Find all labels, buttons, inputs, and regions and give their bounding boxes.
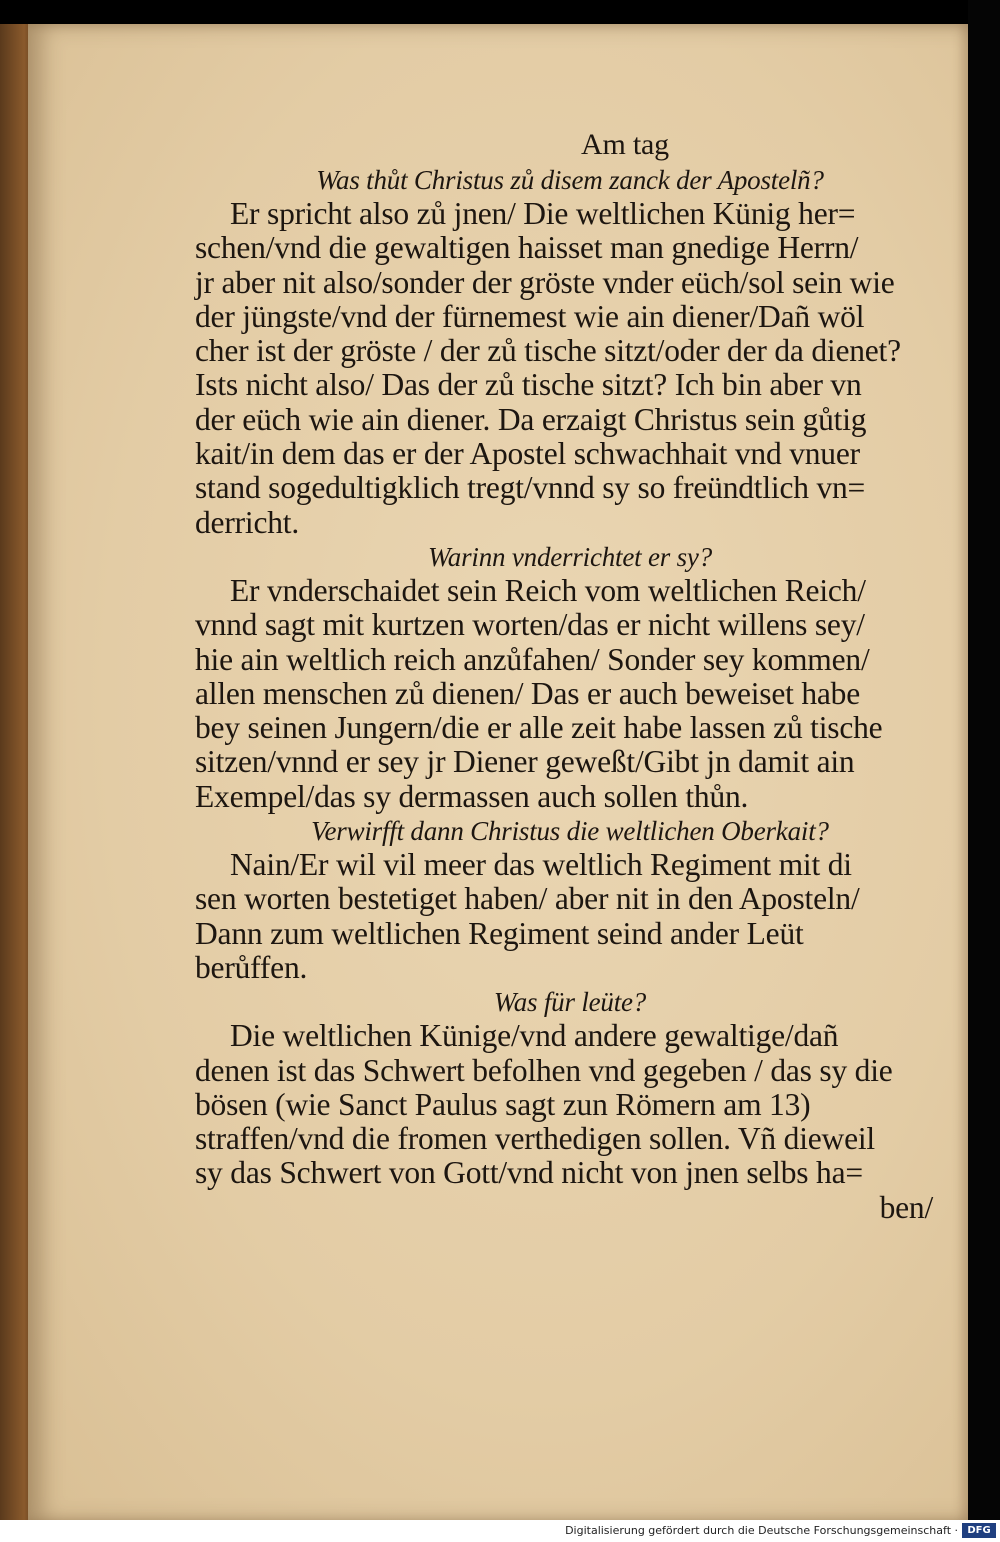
running-head: Am tag xyxy=(581,128,669,161)
text-line: derricht. xyxy=(195,504,300,540)
text-line: hie ain weltlich reich anzůfahen/ Sonder sey kommen/ xyxy=(195,641,870,677)
text-line: sy das Schwert von Gott/vnd nicht von jnen selbs ha= xyxy=(195,1155,863,1191)
text-line: cher ist der gröste / der zů tische sitzt/oder der da dienet? xyxy=(195,333,901,369)
text-line: Nain/Er wil vil meer das weltlich Regiment mit di xyxy=(230,847,852,883)
text-line: sitzen/vnnd er sey jr Diener geweßt/Gibt jn damit ain xyxy=(195,744,855,780)
question-2: Warinn vnderrichtet er sy? xyxy=(427,541,712,572)
paragraph-1 xyxy=(195,197,945,540)
paragraph-3 xyxy=(195,848,945,985)
text-line: berůffen. xyxy=(195,949,308,985)
text-line: kait/in dem das er der Apostel schwachhait vnd vnuer xyxy=(195,436,860,472)
catchword: ben/ xyxy=(879,1189,933,1225)
text-line: der jüngste/vnd der fürnemest wie ain diener/Dañ wöl xyxy=(195,298,865,334)
question-3: Verwirfft dann Christus die weltlichen Oberkait? xyxy=(311,816,829,847)
text-line: der eüch wie ain diener. Da erzaigt Christus sein gůtig xyxy=(195,401,867,437)
text-line: vnnd sagt mit kurtzen worten/das er nicht willens sey/ xyxy=(195,607,865,643)
text-line: Dann zum weltlichen Regiment seind ander Leüt xyxy=(195,915,804,951)
question-4: Was für leüte? xyxy=(493,987,647,1018)
text-line: Die weltlichen Künige/vnd andere gewaltige/dañ xyxy=(230,1018,839,1054)
text-line: bösen (wie Sanct Paulus sagt zun Römern am 13) xyxy=(195,1086,811,1122)
text-line: bey seinen Jungern/die er alle zeit habe lassen zů tische xyxy=(195,710,883,746)
text-line: straffen/vnd die fromen verthedigen sollen. Vñ dieweil xyxy=(195,1121,875,1157)
text-line: Ists nicht also/ Das der zů tische sitzt? Ich bin aber vn xyxy=(195,367,862,403)
text-line: jr aber nit also/sonder der gröste vnder eüch/sol sein wie xyxy=(195,264,895,300)
text-line: Exempel/das sy dermassen auch sollen thůn. xyxy=(195,778,749,814)
text-line: Er vnderschaidet sein Reich vom weltlichen Reich/ xyxy=(230,572,866,608)
text-line: schen/vnd die gewaltigen haisset man gnedige Herrn/ xyxy=(195,230,859,266)
scan-background-edge xyxy=(968,0,1000,1522)
funding-notice: Digitalisierung gefördert durch die Deutsche Forschungsgemeinschaft · xyxy=(565,1524,958,1537)
page-text xyxy=(195,126,945,1225)
text-line: denen ist das Schwert befolhen vnd gegeben / das sy die xyxy=(195,1052,893,1088)
question-1: Was thůt Christus zů disem zanck der Apostelñ? xyxy=(316,165,824,195)
text-line: sen worten bestetiget haben/ aber nit in den Aposteln/ xyxy=(195,881,860,917)
text-line: Er spricht also zů jnen/ Die weltlichen Künig her= xyxy=(230,196,856,231)
dfg-logo: DFG xyxy=(962,1523,996,1538)
paragraph-2 xyxy=(195,574,945,814)
paragraph-4 xyxy=(195,1019,945,1225)
text-line: stand sogedultigklich tregt/vnnd sy so freündtlich vn= xyxy=(195,470,866,506)
footer-bar xyxy=(0,1520,1000,1542)
text-line: allen menschen zů dienen/ Das er auch beweiset habe xyxy=(195,675,861,711)
